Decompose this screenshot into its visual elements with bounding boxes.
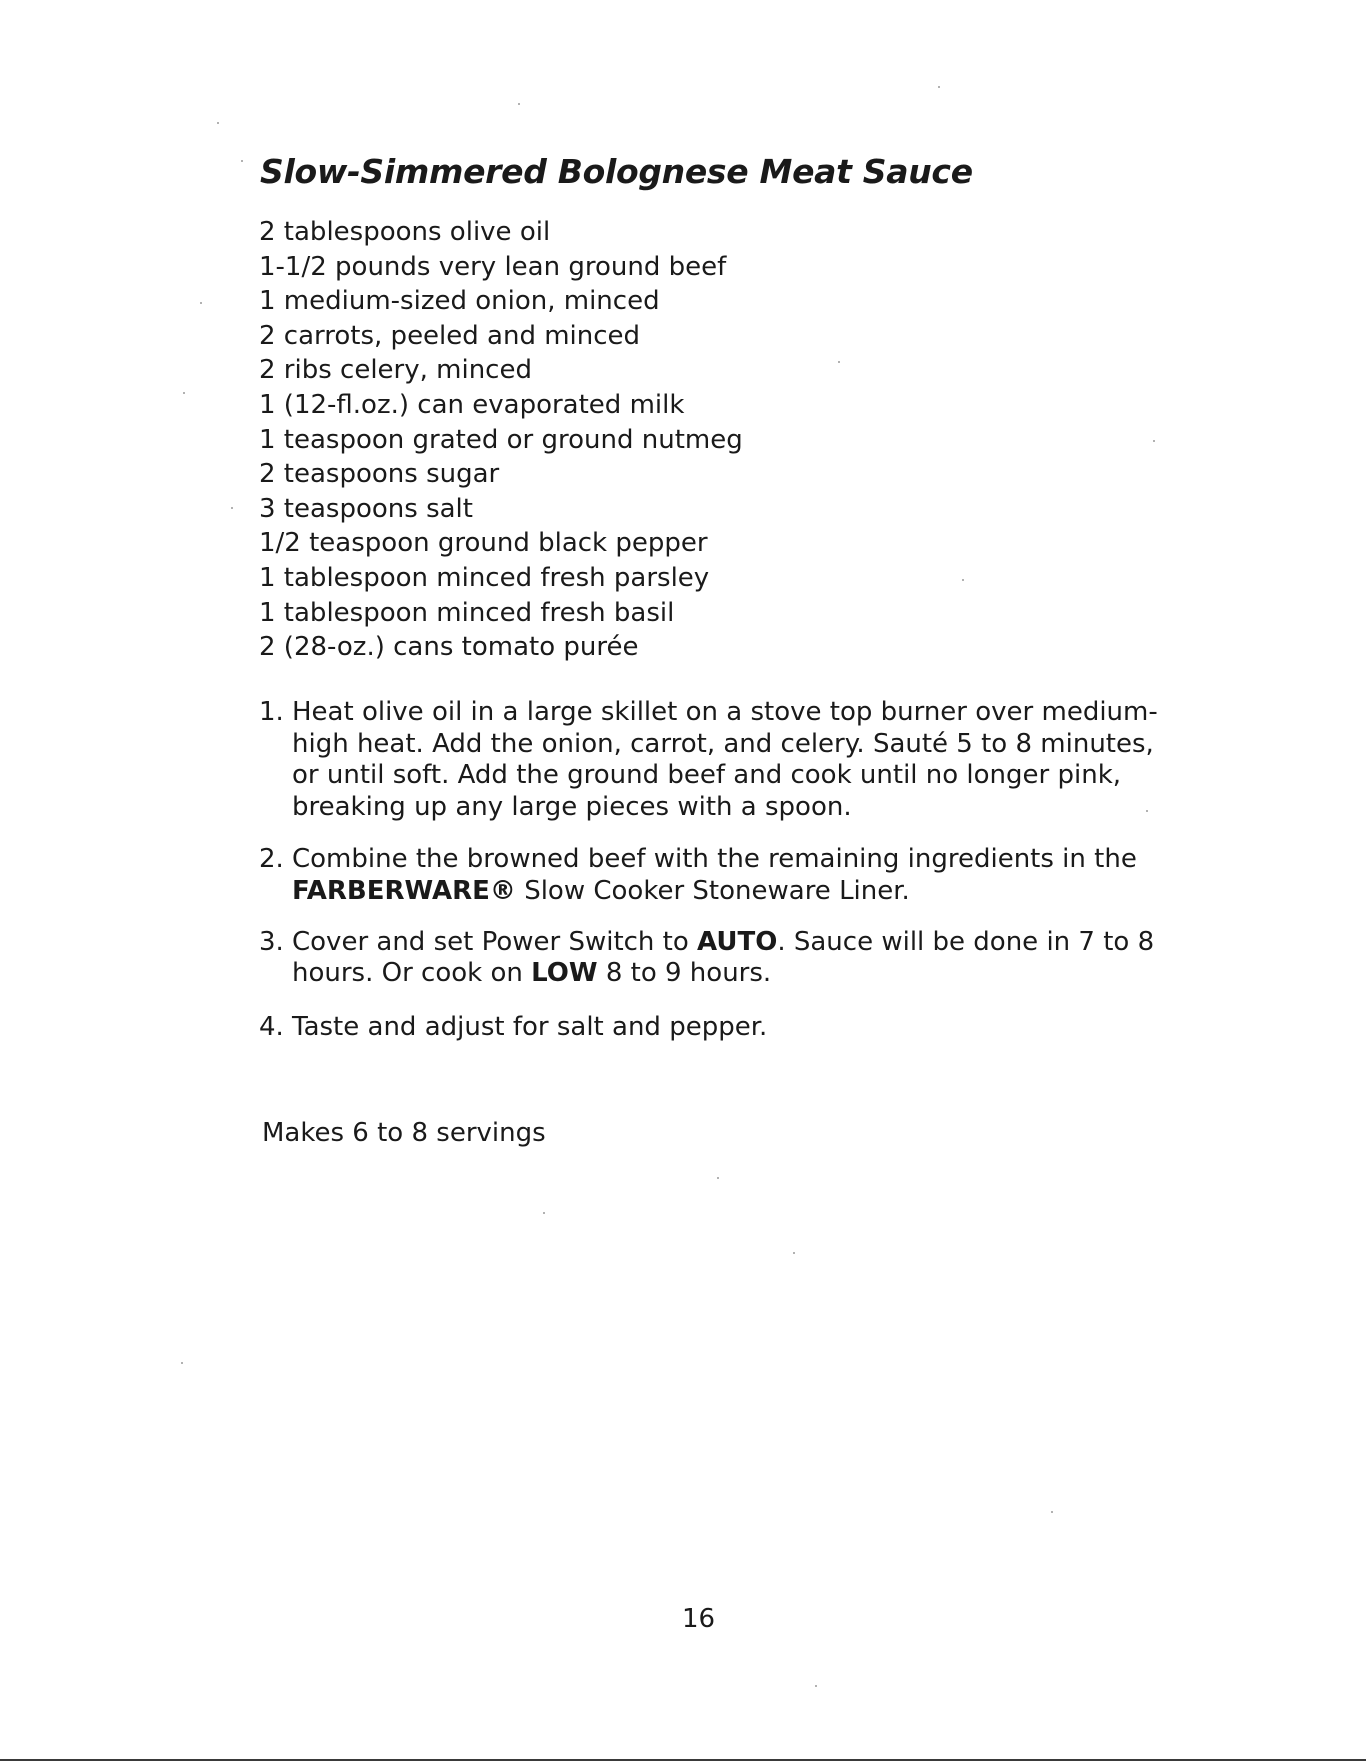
step-number: 3. [259,926,284,957]
step-text [292,844,1159,907]
scan-speck [962,579,964,581]
instruction-step [259,927,1159,990]
ingredient-item: 1 (12-fl.oz.) can evaporated milk [259,389,685,420]
instruction-step [259,844,1159,907]
ingredient-item: 2 carrots, peeled and minced [259,320,641,351]
scan-speck [815,1685,817,1687]
recipe-title: Slow-Simmered Bolognese Meat Sauce [260,152,973,191]
ingredient-item: 2 ribs celery, minced [259,355,532,386]
scan-speck [543,1212,545,1214]
instruction-step [259,1012,1159,1044]
servings-note: Makes 6 to 8 servings [262,1118,546,1148]
step-number: 2. [259,844,284,875]
step-number: 1. [259,697,284,727]
instructions-list [259,697,1159,1064]
step-text: Taste and adjust for salt and pepper. [292,1011,768,1042]
step-text [292,927,1159,990]
scan-speck [181,1362,183,1364]
ingredient-item: 2 teaspoons sugar [259,459,500,490]
scan-speck [200,302,202,304]
step-text-part: 8 to 9 hours. [597,958,772,989]
scan-speck [938,86,940,88]
step-text-part: Combine the browned beef with the remaining ingredients in the [292,844,1137,875]
scan-speck [183,392,185,394]
ingredient-item: 3 teaspoons salt [259,493,473,524]
scan-speck [1146,810,1148,812]
ingredients-list [259,215,743,665]
setting-keyword: LOW [531,958,598,989]
scan-speck [518,103,520,105]
instruction-step [259,697,1159,823]
step-text: Heat olive oil in a large skillet on a stove top burner over medium-high heat. Add the onion, carrot, and celery. Sauté 5 to 8 minutes, or until soft. Add the ground beef and cook until no longer pink, breaking up any large pieces with a spoon. [292,697,1158,822]
step-text-part: Slow Cooker Stoneware Liner. [515,875,910,906]
scan-speck [231,507,233,509]
ingredient-item: 1/2 teaspoon ground black pepper [259,528,708,559]
scan-speck [241,160,243,162]
ingredient-item: 1 teaspoon grated or ground nutmeg [259,424,743,455]
step-number: 4. [259,1011,284,1042]
ingredient-item: 2 (28-oz.) cans tomato purée [259,632,639,663]
ingredient-item: 1 tablespoon minced fresh parsley [259,562,710,593]
step-text-part: . Sauce will be done in 7 to 8 hours. Or cook on [292,926,1155,989]
brand-name: FARBERWARE® [292,875,516,906]
ingredient-item: 1-1/2 pounds very lean ground beef [259,251,727,282]
ingredient-item: 2 tablespoons olive oil [259,217,551,247]
scan-speck [1051,1511,1053,1513]
scan-speck [793,1252,795,1254]
scan-speck [717,1177,719,1179]
setting-keyword: AUTO [697,926,778,957]
scan-speck [217,122,219,124]
scan-speck [1153,440,1155,442]
ingredient-item: 1 tablespoon minced fresh basil [259,597,675,628]
page-number: 16 [682,1604,716,1634]
step-text-part: Cover and set Power Switch to [292,926,698,957]
scan-speck [838,361,840,363]
ingredient-item: 1 medium-sized onion, minced [259,286,660,317]
